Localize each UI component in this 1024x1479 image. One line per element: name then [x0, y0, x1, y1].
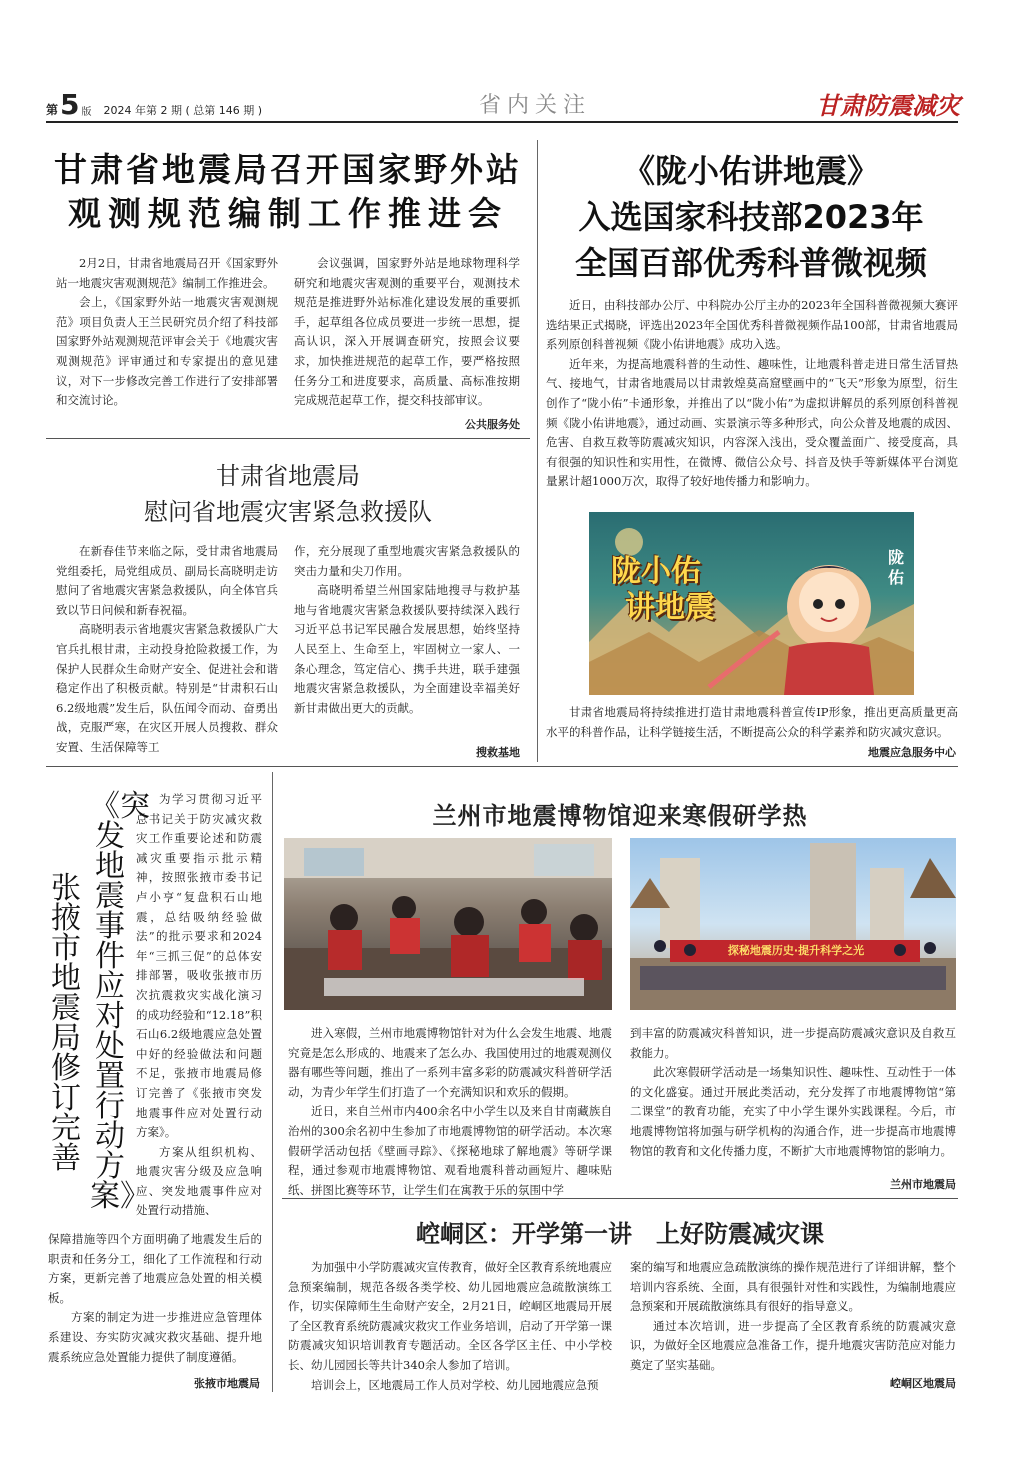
a1-title-line2: 观测规范编制工作推进会 — [68, 194, 508, 233]
a4-wide-col — [48, 1230, 262, 1367]
a6-col1 — [288, 1258, 612, 1395]
a3-title — [46, 458, 530, 530]
a5-divider — [282, 1198, 958, 1199]
a2-title — [544, 148, 958, 286]
a3-source: 搜救基地 — [476, 746, 520, 759]
a1-para: 2月2日，甘肃省地震局召开《国家野外站一地震灾害观测规范》编制工作推进会。 — [56, 256, 278, 290]
a4-source: 张掖市地震局 — [194, 1377, 260, 1390]
page-suffix: 版 — [81, 107, 92, 118]
a2-para: 近年来，为提高地震科普的生动性、趣味性，让地震科普走进日常生活冒热气、接地气，甘肃省地震局以甘肃敦煌莫高窟壁画中的“飞天”形象为原型，衍生创作了“陇小佑”卡通形象，并推出了以“陇小佑”为虚拟讲解员的系列原创科普视频《陇小佑讲地震》，通过动画、实景演示等多种形式，向公众普及地震的成因、危害、自救互救等防震减灾知识，内容深入浅出，受众覆盖面广、接受度高，具有很强的知识性和实用性，在微博、微信公众号、抖音及快手等新媒体平台浏览量累计超1000万次，取得了较好地传播力和影响力。 — [546, 356, 958, 489]
a4-para: 为学习贯彻习近平总书记关于防灾减灾救灾工作重要论述和防震减灾重要指示批示精神，按照张掖市委书记卢小亨“复盘积石山地震，总结吸纳经验做法”的批示要求和2024年“三抓三促”的总体安排部署，吸收张掖市历次抗震救灾实战化演习的成功经验和“12.18”积石山6.2级地震应急处置中好的经验做法和问题不足，张掖市地震局修订完善了《张掖市突发地震事件应对处置行动方案》。 — [136, 792, 262, 1140]
poster-text-line2: 讲地震 — [625, 590, 715, 625]
a4-para: 保障措施等四个方面明确了地震发生后的职责和任务分工，细化了工作流程和行动方案，更新完善了地震应急处置的相关模板。 — [48, 1232, 262, 1305]
a5-para: 进入寒假，兰州市地震博物馆针对为什么会发生地震、地震究竟是怎么形成的、地震来了怎么办、我国使用过的地震观测仪器有哪些等问题，推出了一系列丰富多彩的防震减灾科普研学活动，为青少年学生们打造了一个充满知识和欢乐的假期。 — [288, 1026, 612, 1099]
a1-col2 — [294, 254, 520, 411]
a3-title-line2: 慰问省地震灾害紧急救援队 — [144, 498, 432, 526]
a2-para: 甘肃省地震局将持续推进打造甘肃地震科普宣传IP形象，推出更高质量更高水平的科普作品，让科学链接生活，不断提高公众的科学素养和防灾减灾意识。 — [546, 705, 958, 739]
a1-title-line1: 甘肃省地震局召开国家野外站 — [54, 150, 522, 189]
a4-title-col1: 《突发地震事件应对处置行动方案》 — [90, 789, 150, 1214]
a1-para: 会上，《国家野外站一地震灾害观测规范》项目负责人王兰民研究员介绍了科技部国家野外站观测规范评审会关于《地震灾害观测规范》评审通过和专家提出的意见建议，对下一步修改完善工作进行了安排部署和交流讨论。 — [56, 295, 278, 408]
group-photo-banner-text: 探秘地震历史·提升科学之光 — [727, 944, 865, 957]
a3-para: 在新春佳节来临之际，受甘肃省地震局党组委托，局党组成员、副局长高晓明走访慰问了省地震灾害紧急救援队，向全体官兵致以节日问候和新春祝福。 — [56, 544, 278, 617]
a2-para: 近日，由科技部办公厅、中科院办公厅主办的2023年全国科普微视频大赛评选结果正式揭晓，评选出2023年全国优秀科普微视频作品100部，甘肃省地震局系列原创科普视频《陇小佑讲地震》成功入选。 — [546, 298, 958, 352]
a2-source: 地震应急服务中心 — [868, 746, 956, 759]
group-photo-shapes — [630, 838, 956, 1010]
page-number-block — [46, 88, 263, 121]
brand-logo: 甘肃防震减灾 — [816, 91, 960, 120]
a6-para: 案的编写和地震应急疏散演练的操作规范进行了详细讲解，整个培训内容系统、全面，具有很强针对性和实践性，为编制地震应急预案和开展疏散演练具有很好的指导意义。 — [630, 1260, 956, 1314]
a4-para: 方案从组织机构、地震灾害分级及应急响应、突发地震事件应对处置行动措施、 — [136, 1144, 262, 1218]
a1-title — [46, 148, 530, 236]
a6-para: 为加强中小学防震减灾宣传教育，做好全区教育系统地震应急预案编制，规范各级各类学校、幼儿园地震应急疏散演练工作，切实保障师生生命财产安全，2月21日，崆峒区地震局开展了全区教育系统防震减灾救灾工作业务培训，启动了开学第一课防震减灾知识培训教育专题活动。全区各学区主任、中小学校长、幼儿园园长等共计340余人参加了培训。 — [288, 1260, 612, 1372]
a5-photo-group — [630, 838, 956, 1010]
mid-rule — [46, 766, 958, 767]
page-number: 5 — [60, 88, 80, 121]
a2-title-line2: 入选国家科技部2023年 — [578, 198, 924, 236]
a4-narrow-col — [136, 790, 262, 1221]
a3-para: 高晓明表示省地震灾害紧急救援队广大官兵扎根甘肃，主动投身抢险救援工作，为保护人民群众生命财产安全、促进社会和谐稳定作出了积极贡献。特别是“甘肃积石山6.2级地震”发生后，队伍闻令而动、奋勇出战，克服严寒，在灾区开展人员搜救、群众安置、生活保障等工 — [56, 622, 278, 754]
a3-para: 高晓明希望兰州国家陆地搜寻与救护基地与省地震灾害紧急救援队要持续深入践行习近平总书记军民融合发展思想，始终坚持人民至上、生命至上，牢固树立一家人、一条心理念，笃定信心、携手共进，联手建强地震灾害紧急救援队，为全面建设幸福美好新甘肃做出更大的贡献。 — [294, 583, 520, 715]
a3-col1 — [56, 542, 278, 758]
a3-para: 作，充分展现了重型地震灾害紧急救援队的突击力量和尖刀作用。 — [294, 544, 520, 578]
a2-title-line1: 《陇小佑讲地震》 — [622, 152, 879, 190]
a1-divider — [46, 438, 530, 439]
a1-source: 公共服务处 — [465, 418, 520, 431]
a5-para: 此次寒假研学活动是一场集知识性、趣味性、互动性于一体的文化盛宴。通过开展此类活动，充分发挥了市地震博物馆“第二课堂”的教育功能，充实了中小学生课外实践课程。今后，市地震博物馆将加强与研学机构的沟通合作，进一步提高市地震博物馆的教育和文化传播力度，不断扩大市地震博物馆的影响力。 — [630, 1065, 956, 1158]
a4-title-col2: 张掖市地震局修订完善 — [51, 871, 81, 1176]
a5-title: 兰州市地震博物馆迎来寒假研学热 — [432, 801, 808, 830]
a2-poster-image — [589, 512, 914, 695]
header-rule — [46, 121, 958, 123]
a4-para: 方案的制定为进一步推进应急管理体系建设、夯实防灾减灾救灾基础、提升地震系统应急处置能力提供了制度遵循。 — [48, 1310, 262, 1364]
a1-col1 — [56, 254, 278, 411]
a3-col2 — [294, 542, 520, 718]
a6-title: 崆峒区：开学第一讲 上好防震减灾课 — [416, 1219, 824, 1248]
a6-source: 崆峒区地震局 — [890, 1377, 956, 1390]
a3-title-line1: 甘肃省地震局 — [216, 462, 360, 490]
poster-text-block — [611, 554, 715, 626]
a6-para: 通过本次培训，进一步提高了全区教育系统的防震减灾意识，为做好全区地震应急准备工作，提升地震灾害防范应对能力奠定了坚实基础。 — [630, 1318, 956, 1372]
a6-para: 培训会上，区地震局工作人员对学校、幼儿园地震应急预 — [311, 1377, 599, 1392]
classroom-photo-shapes — [284, 838, 612, 1010]
a4-vertical-title — [46, 789, 150, 1214]
a1-para: 会议强调，国家野外站是地球物理科学研究和地震灾害观测的重要平台，观测技术规范是推进野外站标准化建设发展的重要抓手，起草组各位成员要进一步统一思想，提高认识，深入开展调查研究，按照会议要求，加快推进规范的起草工作，要严格按照任务分工和进度要求，高质量、高标准按期完成规范起草工作，提交科技部审议。 — [294, 256, 520, 408]
a5-para: 到丰富的防震减灾科普知识，进一步提高防震减灾意识及自救互救能力。 — [630, 1026, 956, 1060]
poster-badge: 陇佑 — [888, 548, 905, 587]
section-title: 省内关注 — [478, 93, 591, 118]
a5-col2 — [630, 1024, 956, 1161]
a2-body-end — [546, 703, 958, 742]
page-prefix: 第 — [46, 103, 59, 117]
issue-info: 2024 年第 2 期 ( 总第 146 期 ) — [103, 104, 263, 117]
a6-col2 — [630, 1258, 956, 1376]
a2-title-line3: 全国百部优秀科普微视频 — [574, 244, 927, 282]
column-divider — [537, 140, 538, 762]
a2-body — [546, 296, 958, 492]
a5-source: 兰州市地震局 — [890, 1178, 956, 1191]
a5-photo-classroom — [284, 838, 612, 1010]
poster-text-line1: 陇小佑 — [611, 554, 701, 589]
a5-para: 近日，来自兰州市内400余名中小学生以及来自甘南藏族自治州的300余名初中生参加了市地震博物馆的研学活动。本次寒假研学活动包括《壁画寻踪》、《探秘地球了解地震》等研学课程，通过参观市地震博物馆、观看地震科普动画短片、趣味贴纸、拼图比赛等环节，让学生们在寓教于乐的氛围中学 — [288, 1104, 612, 1197]
a5-col1 — [288, 1024, 612, 1200]
left-column-divider — [272, 772, 273, 1392]
